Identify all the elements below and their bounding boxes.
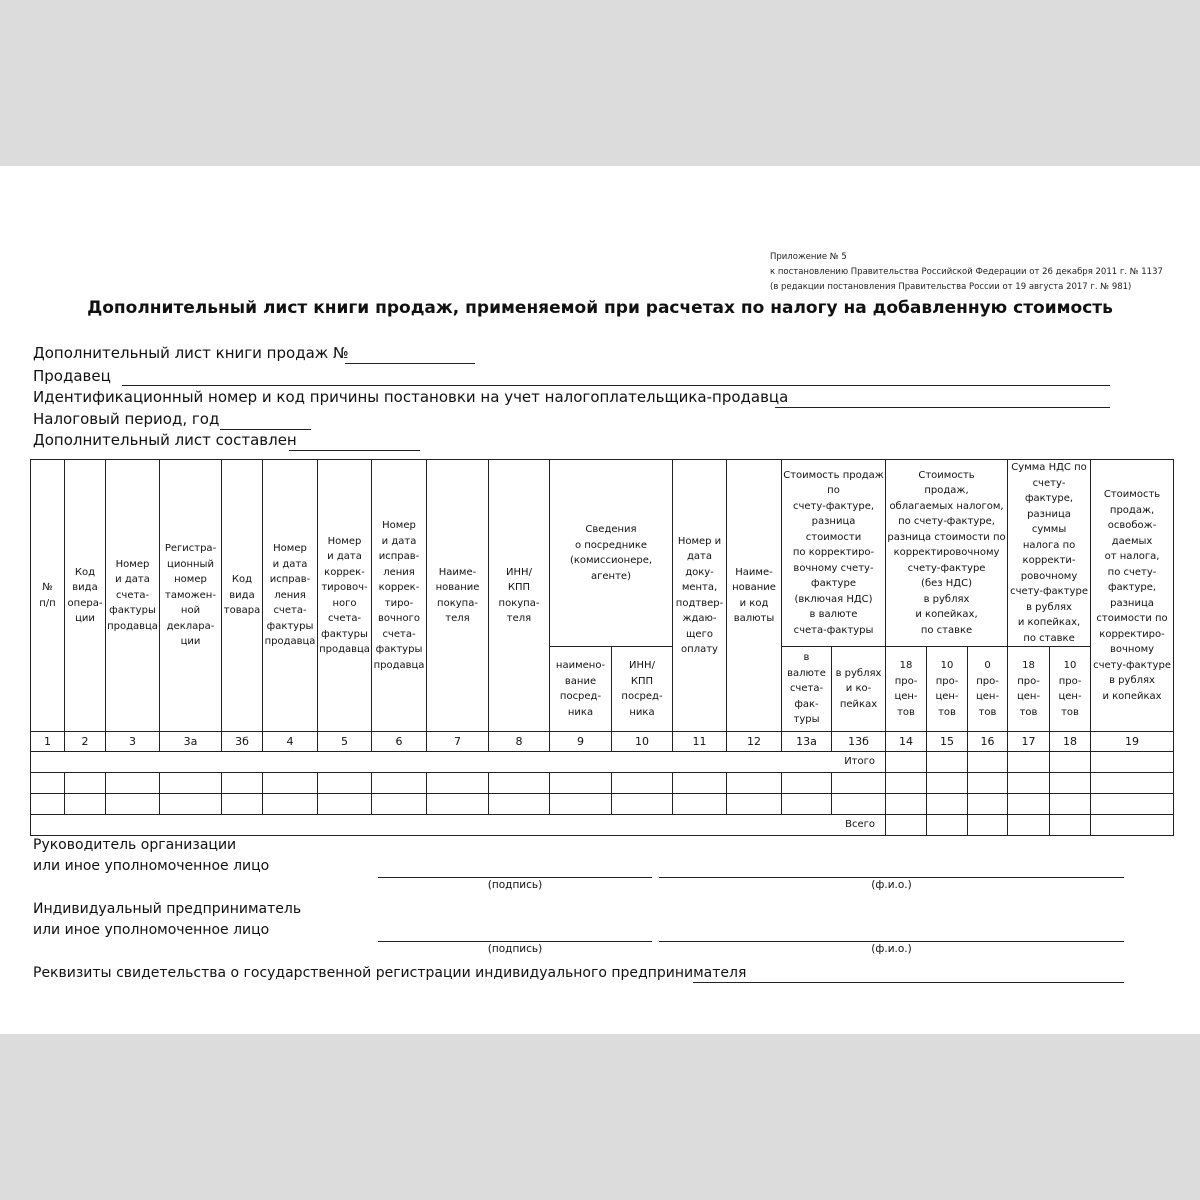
table-cell[interactable] bbox=[65, 794, 106, 815]
table-cell[interactable] bbox=[160, 773, 222, 794]
tax-period-field[interactable] bbox=[220, 429, 311, 430]
table-cell[interactable] bbox=[106, 794, 160, 815]
table-cell[interactable] bbox=[673, 773, 727, 794]
header-currency: Наиме- нование и код валюты bbox=[727, 460, 782, 732]
table-cell[interactable] bbox=[1050, 794, 1091, 815]
head-signature-line[interactable] bbox=[378, 877, 652, 878]
column-number: 19 bbox=[1091, 732, 1174, 752]
compiled-label: Дополнительный лист составлен bbox=[33, 431, 297, 449]
table-cell[interactable] bbox=[1050, 752, 1091, 773]
header-sales-cost-incl-vat: Стоимость продаж по счету-фактуре, разница стоимости по корректиро- вочному счету- фактуре (включая НДС) в валюте счета-фактуры bbox=[782, 460, 886, 647]
table-cell[interactable] bbox=[968, 815, 1008, 836]
appendix-line-1: Приложение № 5 bbox=[770, 252, 847, 262]
head-signature-caption: (подпись) bbox=[487, 879, 543, 891]
table-cell[interactable] bbox=[31, 773, 65, 794]
table-cell[interactable] bbox=[427, 794, 489, 815]
table-cell[interactable] bbox=[1091, 773, 1174, 794]
table-cell[interactable] bbox=[832, 794, 886, 815]
table-cell[interactable] bbox=[65, 773, 106, 794]
form-sheet bbox=[0, 166, 1200, 1034]
table-cell[interactable] bbox=[31, 794, 65, 815]
table-cell[interactable] bbox=[886, 773, 927, 794]
column-number: 13б bbox=[832, 732, 886, 752]
seller-label: Продавец bbox=[33, 367, 111, 385]
seller-field[interactable] bbox=[122, 385, 1110, 386]
table-cell[interactable] bbox=[372, 794, 427, 815]
column-number: 16 bbox=[968, 732, 1008, 752]
header-vat-rate-10: 10 про- цен- тов bbox=[1050, 647, 1091, 732]
table-cell[interactable] bbox=[1008, 794, 1050, 815]
header-intermediary-name: наимено- вание посред- ника bbox=[550, 647, 612, 732]
table-cell[interactable] bbox=[1050, 773, 1091, 794]
column-number: 7 bbox=[427, 732, 489, 752]
table-cell[interactable] bbox=[968, 752, 1008, 773]
table-cell[interactable] bbox=[1091, 815, 1174, 836]
column-number: 2 bbox=[65, 732, 106, 752]
header-rate-0: 0 про- цен- тов bbox=[968, 647, 1008, 732]
vsego-label: Всего bbox=[31, 815, 886, 836]
table-cell[interactable] bbox=[968, 773, 1008, 794]
ip-fio-caption: (ф.и.о.) bbox=[871, 943, 912, 955]
tax-period-label: Налоговый период, год bbox=[33, 410, 220, 428]
table-cell[interactable] bbox=[222, 794, 263, 815]
table-cell[interactable] bbox=[318, 773, 372, 794]
header-no: № п/п bbox=[31, 460, 65, 732]
header-vat-rate-18: 18 про- цен- тов bbox=[1008, 647, 1050, 732]
column-numbers-row bbox=[31, 732, 1174, 752]
header-adjustment-invoice: Номер и дата коррек- тировоч- ного счета- фактуры продавца bbox=[318, 460, 372, 732]
table-cell[interactable] bbox=[968, 794, 1008, 815]
header-goods-code: Код вида товара bbox=[222, 460, 263, 732]
ip-signature-line[interactable] bbox=[378, 941, 652, 942]
registration-field[interactable] bbox=[693, 982, 1124, 983]
column-number: 12 bbox=[727, 732, 782, 752]
table-cell[interactable] bbox=[886, 815, 927, 836]
table-cell[interactable] bbox=[927, 815, 968, 836]
column-number: 17 bbox=[1008, 732, 1050, 752]
table-cell[interactable] bbox=[1008, 773, 1050, 794]
column-number: 6 bbox=[372, 732, 427, 752]
sales-book-table bbox=[30, 459, 1174, 836]
column-number: 13а bbox=[782, 732, 832, 752]
ip-signature-caption: (подпись) bbox=[487, 943, 543, 955]
header-customs-declaration: Регистра- ционный номер таможен- ной деклара- ции bbox=[160, 460, 222, 732]
table-cell[interactable] bbox=[727, 773, 782, 794]
table-cell[interactable] bbox=[612, 773, 673, 794]
header-taxable-sales: Стоимость продаж, облагаемых налогом, по счету-фактуре, разница стоимости по корректировочному счету-фактуре (без НДС) в рублях и копейках, по ставке bbox=[886, 460, 1008, 647]
table-cell[interactable] bbox=[927, 794, 968, 815]
header-exempt-sales: Стоимость продаж, освобож- даемых от налога, по счету- фактуре, разница стоимости по корректиро- вочному счету-фактуре в рублях и копейках bbox=[1091, 460, 1174, 732]
table-cell[interactable] bbox=[1091, 794, 1174, 815]
table-cell[interactable] bbox=[1091, 752, 1174, 773]
table-row bbox=[31, 773, 1174, 794]
header-payment-document: Номер и дата доку- мента, подтвер- ждаю- щего оплату bbox=[673, 460, 727, 732]
table-cell[interactable] bbox=[886, 752, 927, 773]
head-signature-label: Руководитель организации или иное уполномоченное лицо bbox=[33, 837, 270, 874]
table-cell[interactable] bbox=[489, 794, 550, 815]
table-cell[interactable] bbox=[489, 773, 550, 794]
table-cell[interactable] bbox=[106, 773, 160, 794]
table-cell[interactable] bbox=[612, 794, 673, 815]
header-buyer-name: Наиме- нование покупа- теля bbox=[427, 460, 489, 732]
table-cell[interactable] bbox=[372, 773, 427, 794]
header-in-invoice-currency: в валюте счета- фак- туры bbox=[782, 647, 832, 732]
column-number: 9 bbox=[550, 732, 612, 752]
table-cell[interactable] bbox=[832, 773, 886, 794]
table-cell[interactable] bbox=[160, 794, 222, 815]
column-number: 3 bbox=[106, 732, 160, 752]
appendix-line-3: (в редакции постановления Правительства России от 19 августа 2017 г. № 981) bbox=[770, 282, 1132, 292]
ip-fio-line[interactable] bbox=[659, 941, 1124, 942]
header-operation-code: Код вида опера- ции bbox=[65, 460, 106, 732]
table-cell[interactable] bbox=[263, 794, 318, 815]
sheet-number-label: Дополнительный лист книги продаж № bbox=[33, 344, 349, 362]
registration-label: Реквизиты свидетельства о государственной регистрации индивидуального предпринимателя bbox=[33, 965, 747, 981]
itogo-label: Итого bbox=[31, 752, 886, 773]
column-number: 5 bbox=[318, 732, 372, 752]
column-number: 15 bbox=[927, 732, 968, 752]
table-cell[interactable] bbox=[318, 794, 372, 815]
table-cell[interactable] bbox=[927, 752, 968, 773]
header-invoice-correction: Номер и дата исправ- ления счета- фактуры продавца bbox=[263, 460, 318, 732]
column-number: 18 bbox=[1050, 732, 1091, 752]
column-number: 4 bbox=[263, 732, 318, 752]
form-title: Дополнительный лист книги продаж, применяемой при расчетах по налогу на добавленную стоимость bbox=[87, 298, 1113, 318]
column-number: 10 bbox=[612, 732, 673, 752]
header-rate-18: 18 про- цен- тов bbox=[886, 647, 927, 732]
table-cell[interactable] bbox=[927, 773, 968, 794]
column-number: 3а bbox=[160, 732, 222, 752]
table-cell[interactable] bbox=[550, 773, 612, 794]
header-vat-amount: Сумма НДС по счету-фактуре, разница суммы налога по корректи- ровочному счету-фактуре в рублях и копейках, по ставке bbox=[1008, 460, 1091, 647]
sheet-number-field[interactable] bbox=[345, 363, 475, 364]
column-number: 8 bbox=[489, 732, 550, 752]
ip-signature-label: Индивидуальный предприниматель или иное уполномоченное лицо bbox=[33, 901, 302, 938]
table-cell[interactable] bbox=[550, 794, 612, 815]
header-adjustment-correction: Номер и дата исправ- ления коррек- тиро- вочного счета- фактуры продавца bbox=[372, 460, 427, 732]
inn-kpp-label: Идентификационный номер и код причины постановки на учет налогоплательщика-продавца bbox=[33, 388, 789, 406]
table-cell[interactable] bbox=[1050, 815, 1091, 836]
header-intermediary: Сведения о посреднике (комиссионере, агенте) bbox=[550, 460, 673, 647]
table-row bbox=[31, 794, 1174, 815]
head-fio-caption: (ф.и.о.) bbox=[871, 879, 912, 891]
appendix-line-2: к постановлению Правительства Российской Федерации от 26 декабря 2011 г. № 1137 bbox=[770, 267, 1163, 277]
header-intermediary-inn: ИНН/ КПП посред- ника bbox=[612, 647, 673, 732]
vsego-row bbox=[31, 815, 1174, 836]
table-cell[interactable] bbox=[222, 773, 263, 794]
header-rate-10: 10 про- цен- тов bbox=[927, 647, 968, 732]
header-buyer-inn: ИНН/ КПП покупа- теля bbox=[489, 460, 550, 732]
head-fio-line[interactable] bbox=[659, 877, 1124, 878]
column-number: 14 bbox=[886, 732, 927, 752]
table-cell[interactable] bbox=[782, 773, 832, 794]
table-cell[interactable] bbox=[782, 794, 832, 815]
column-number: 3б bbox=[222, 732, 263, 752]
table-cell[interactable] bbox=[886, 794, 927, 815]
inn-kpp-field[interactable] bbox=[775, 407, 1110, 408]
column-number: 1 bbox=[31, 732, 65, 752]
header-in-rubles: в рублях и ко- пейках bbox=[832, 647, 886, 732]
header-invoice-no: Номер и дата счета- фактуры продавца bbox=[106, 460, 160, 732]
table-cell[interactable] bbox=[427, 773, 489, 794]
table-cell[interactable] bbox=[673, 794, 727, 815]
table-cell[interactable] bbox=[1008, 752, 1050, 773]
table-cell[interactable] bbox=[727, 794, 782, 815]
compiled-field[interactable] bbox=[289, 450, 420, 451]
itogo-row bbox=[31, 752, 1174, 773]
column-number: 11 bbox=[673, 732, 727, 752]
table-cell[interactable] bbox=[1008, 815, 1050, 836]
table-cell[interactable] bbox=[263, 773, 318, 794]
